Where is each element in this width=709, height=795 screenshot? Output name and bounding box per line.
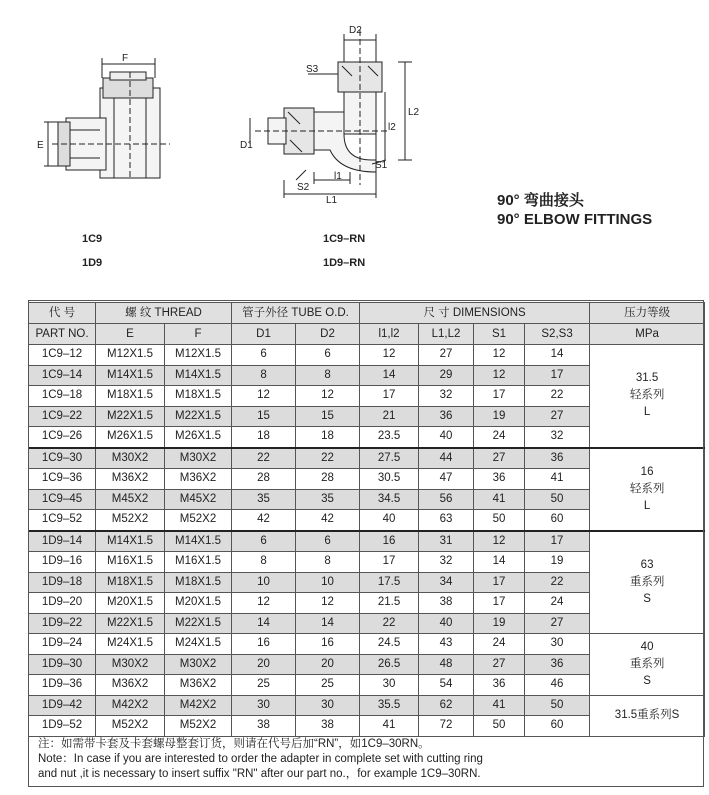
table-cell: 27.5 — [360, 448, 419, 469]
dim-F-label: F — [122, 53, 129, 64]
table-cell: M42X2 — [96, 695, 165, 716]
table-cell: 27 — [525, 406, 590, 427]
table-cell: 38 — [296, 716, 360, 737]
drawing-label-1d9-rn: 1D9–RN — [323, 257, 366, 269]
table-cell: 1C9–36 — [29, 469, 96, 490]
table-cell: M30X2 — [165, 448, 232, 469]
dim-L2-label: L2 — [408, 107, 420, 118]
pressure-group-cell — [590, 695, 705, 736]
table-cell: 17 — [360, 386, 419, 407]
table-cell: M20X1.5 — [96, 593, 165, 614]
spec-table-body — [29, 345, 705, 737]
table-cell: 41 — [360, 716, 419, 737]
table-cell: M30X2 — [165, 654, 232, 675]
table-cell: 12 — [474, 365, 525, 386]
header-s1: S1 — [474, 324, 525, 345]
title-english: 90° ELBOW FITTINGS — [497, 211, 653, 228]
header-mpa: MPa — [590, 324, 705, 345]
table-cell: M36X2 — [96, 675, 165, 696]
table-cell: 41 — [474, 489, 525, 510]
table-cell: 17 — [474, 572, 525, 593]
table-cell: 40 — [419, 427, 474, 448]
table-cell: 1C9–22 — [29, 406, 96, 427]
table-cell: M24X1.5 — [165, 634, 232, 655]
table-cell: 54 — [419, 675, 474, 696]
table-cell: 34 — [419, 572, 474, 593]
table-cell: M14X1.5 — [96, 531, 165, 552]
table-cell: 17 — [525, 365, 590, 386]
table-cell: 48 — [419, 654, 474, 675]
table-cell: 28 — [296, 469, 360, 490]
table-cell: 1D9–24 — [29, 634, 96, 655]
table-cell: 8 — [232, 365, 296, 386]
table-cell: M14X1.5 — [165, 531, 232, 552]
pressure-group-cell — [590, 531, 705, 634]
pressure-line: 40 — [640, 640, 654, 653]
header-thread: 螺 纹 THREAD — [96, 303, 232, 324]
table-cell: M12X1.5 — [165, 345, 232, 366]
table-cell: 16 — [232, 634, 296, 655]
table-cell: 36 — [474, 675, 525, 696]
pressure-line: S — [643, 674, 651, 687]
pressure-group-cell — [590, 345, 705, 448]
table-cell: M18X1.5 — [165, 572, 232, 593]
table-cell: 12 — [360, 345, 419, 366]
table-cell: 19 — [474, 406, 525, 427]
pressure-line: 31.5 — [635, 372, 659, 385]
table-cell: M26X1.5 — [96, 427, 165, 448]
elbow-drawing-left — [44, 58, 170, 180]
table-cell: M52X2 — [165, 716, 232, 737]
table-cell: 22 — [360, 613, 419, 634]
table-cell: 47 — [419, 469, 474, 490]
table-cell: 40 — [419, 613, 474, 634]
table-cell: 24.5 — [360, 634, 419, 655]
table-cell: 14 — [525, 345, 590, 366]
table-cell: 1D9–20 — [29, 593, 96, 614]
dim-E-label: E — [37, 140, 44, 151]
table-cell: M22X1.5 — [165, 613, 232, 634]
table-cell: 15 — [232, 406, 296, 427]
table-cell: 14 — [296, 613, 360, 634]
table-cell: M18X1.5 — [96, 572, 165, 593]
header-L1L2: L1,L2 — [419, 324, 474, 345]
table-cell: M26X1.5 — [165, 427, 232, 448]
table-cell: M12X1.5 — [96, 345, 165, 366]
table-cell: 25 — [232, 675, 296, 696]
table-cell: 12 — [474, 345, 525, 366]
table-cell: 41 — [525, 469, 590, 490]
dim-L1-label: L1 — [326, 195, 338, 206]
table-cell: 22 — [232, 448, 296, 469]
table-cell: 38 — [419, 593, 474, 614]
table-cell: 36 — [525, 654, 590, 675]
header-code: 代 号 — [29, 303, 96, 324]
table-row — [29, 695, 705, 716]
table-cell: 10 — [296, 572, 360, 593]
table-cell: 6 — [232, 531, 296, 552]
table-cell: 17 — [525, 531, 590, 552]
table-cell: 35 — [232, 489, 296, 510]
table-cell: 63 — [419, 510, 474, 531]
table-cell: 20 — [232, 654, 296, 675]
table-cell: 16 — [360, 531, 419, 552]
pressure-line: 31.5重系列S — [614, 709, 680, 721]
table-cell: M14X1.5 — [165, 365, 232, 386]
table-cell: M52X2 — [96, 510, 165, 531]
table-cell: 1D9–18 — [29, 572, 96, 593]
table-cell: 8 — [296, 552, 360, 573]
table-cell: 27 — [474, 448, 525, 469]
table-row — [29, 634, 705, 655]
table-cell: 27 — [419, 345, 474, 366]
table-cell: 56 — [419, 489, 474, 510]
dim-l2-label: l2 — [388, 122, 396, 133]
table-cell: 6 — [296, 531, 360, 552]
table-cell: 72 — [419, 716, 474, 737]
table-cell: 30.5 — [360, 469, 419, 490]
table-cell: 36 — [419, 406, 474, 427]
pressure-group-cell — [590, 634, 705, 696]
table-cell: M30X2 — [96, 654, 165, 675]
table-cell: 60 — [525, 716, 590, 737]
table-cell: 1C9–52 — [29, 510, 96, 531]
note-chinese: 注：如需带卡套及卡套螺母整套订货，则请在代号后加“RN”，如1C9–30RN。 — [38, 738, 430, 750]
table-cell: M18X1.5 — [96, 386, 165, 407]
table-cell: 17 — [474, 593, 525, 614]
table-cell: 50 — [525, 695, 590, 716]
pressure-line: 16 — [640, 465, 654, 478]
table-cell: M45X2 — [165, 489, 232, 510]
table-cell: M22X1.5 — [96, 406, 165, 427]
table-cell: 20 — [296, 654, 360, 675]
header-tube: 管子外径 TUBE O.D. — [232, 303, 360, 324]
table-cell: 6 — [296, 345, 360, 366]
table-header-row-1 — [29, 303, 705, 324]
table-cell: 35.5 — [360, 695, 419, 716]
table-cell: 36 — [474, 469, 525, 490]
table-cell: 24 — [474, 427, 525, 448]
table-cell: 18 — [232, 427, 296, 448]
pressure-line: 重系列 — [629, 575, 665, 588]
order-note — [38, 737, 698, 782]
table-cell: 26.5 — [360, 654, 419, 675]
table-cell: 22 — [525, 386, 590, 407]
table-cell: 14 — [232, 613, 296, 634]
table-cell: 1C9–18 — [29, 386, 96, 407]
pressure-line: 轻系列 — [629, 482, 665, 495]
dim-S3-label: S3 — [306, 64, 319, 75]
table-cell: 23.5 — [360, 427, 419, 448]
table-cell: 44 — [419, 448, 474, 469]
drawing-label-1c9: 1C9 — [82, 233, 103, 245]
table-cell: M52X2 — [96, 716, 165, 737]
table-cell: 15 — [296, 406, 360, 427]
table-cell: 43 — [419, 634, 474, 655]
table-cell: 62 — [419, 695, 474, 716]
table-cell: M18X1.5 — [165, 386, 232, 407]
table-cell: 1D9–14 — [29, 531, 96, 552]
elbow-drawing-right — [250, 30, 412, 198]
table-cell: 14 — [360, 365, 419, 386]
table-cell: 40 — [360, 510, 419, 531]
header-part-no: PART NO. — [29, 324, 96, 345]
table-cell: 27 — [525, 613, 590, 634]
table-cell: 42 — [232, 510, 296, 531]
table-cell: 35 — [296, 489, 360, 510]
table-cell: 38 — [232, 716, 296, 737]
note-english-line-2: and nut ,it is necessary to insert suffix "RN" after our part no.，for example 1C9–30RN. — [38, 768, 481, 780]
table-cell: 30 — [525, 634, 590, 655]
table-cell: 36 — [525, 448, 590, 469]
table-cell: 1D9–36 — [29, 675, 96, 696]
table-cell: 16 — [296, 634, 360, 655]
table-cell: 25 — [296, 675, 360, 696]
table-cell: M16X1.5 — [96, 552, 165, 573]
table-cell: 32 — [525, 427, 590, 448]
table-cell: 29 — [419, 365, 474, 386]
table-cell: M22X1.5 — [165, 406, 232, 427]
table-cell: 19 — [525, 552, 590, 573]
table-cell: 30 — [296, 695, 360, 716]
table-cell: M16X1.5 — [165, 552, 232, 573]
header-d2: D2 — [296, 324, 360, 345]
dim-D1-label: D1 — [240, 140, 253, 151]
table-cell: 21.5 — [360, 593, 419, 614]
table-cell: 24 — [525, 593, 590, 614]
table-cell: 1D9–42 — [29, 695, 96, 716]
drawing-area — [0, 0, 709, 300]
table-cell: M36X2 — [96, 469, 165, 490]
table-cell: M36X2 — [165, 469, 232, 490]
table-cell: 10 — [232, 572, 296, 593]
table-cell: 30 — [360, 675, 419, 696]
table-row — [29, 448, 705, 469]
table-cell: M52X2 — [165, 510, 232, 531]
table-cell: 1D9–16 — [29, 552, 96, 573]
table-cell: 31 — [419, 531, 474, 552]
pressure-group-cell — [590, 448, 705, 531]
table-cell: 41 — [474, 695, 525, 716]
table-cell: 8 — [296, 365, 360, 386]
table-cell: 12 — [232, 593, 296, 614]
table-cell: M30X2 — [96, 448, 165, 469]
pressure-line: S — [643, 592, 651, 605]
table-cell: 17.5 — [360, 572, 419, 593]
table-cell: M22X1.5 — [96, 613, 165, 634]
spec-table — [28, 302, 705, 737]
table-header-row-2 — [29, 324, 705, 345]
table-cell: 1C9–30 — [29, 448, 96, 469]
pressure-line: 轻系列 — [629, 389, 665, 402]
table-cell: 12 — [232, 386, 296, 407]
table-cell: 21 — [360, 406, 419, 427]
table-cell: M20X1.5 — [165, 593, 232, 614]
table-cell: 17 — [360, 552, 419, 573]
table-cell: 32 — [419, 552, 474, 573]
table-cell: 24 — [474, 634, 525, 655]
table-cell: 22 — [525, 572, 590, 593]
table-cell: 12 — [296, 593, 360, 614]
table-cell: 1D9–22 — [29, 613, 96, 634]
note-english-line-1: Note：In case if you are interested to order the adapter in complete set with cutting ring — [38, 753, 483, 765]
table-cell: 19 — [474, 613, 525, 634]
table-cell: 50 — [525, 489, 590, 510]
pressure-line: 重系列 — [629, 657, 665, 670]
title-chinese: 90° 弯曲接头 — [497, 192, 584, 209]
table-cell: 50 — [474, 510, 525, 531]
header-e: E — [96, 324, 165, 345]
table-cell: 1D9–30 — [29, 654, 96, 675]
header-f: F — [165, 324, 232, 345]
table-cell: 17 — [474, 386, 525, 407]
dim-D2-label: D2 — [349, 25, 362, 36]
table-cell: 32 — [419, 386, 474, 407]
dim-S2-label: S2 — [297, 182, 310, 193]
table-cell: 1C9–45 — [29, 489, 96, 510]
elbow-drawings — [0, 0, 709, 300]
pressure-line: 63 — [640, 558, 654, 571]
pressure-line: L — [643, 406, 651, 419]
table-cell: 1C9–12 — [29, 345, 96, 366]
table-cell: 1D9–52 — [29, 716, 96, 737]
table-cell: 30 — [232, 695, 296, 716]
table-cell: 18 — [296, 427, 360, 448]
drawing-label-1d9: 1D9 — [82, 257, 103, 269]
pressure-line: L — [643, 499, 651, 512]
table-cell: M14X1.5 — [96, 365, 165, 386]
table-cell: 14 — [474, 552, 525, 573]
table-cell: 42 — [296, 510, 360, 531]
table-cell: 50 — [474, 716, 525, 737]
table-cell: 12 — [296, 386, 360, 407]
table-cell: M42X2 — [165, 695, 232, 716]
table-cell: M24X1.5 — [96, 634, 165, 655]
table-cell: 60 — [525, 510, 590, 531]
dim-S1-label: S1 — [375, 160, 388, 171]
header-pressure: 压力等级 — [590, 303, 705, 324]
table-cell: 46 — [525, 675, 590, 696]
header-dims: 尺 寸 DIMENSIONS — [360, 303, 590, 324]
table-cell: 22 — [296, 448, 360, 469]
table-cell: M36X2 — [165, 675, 232, 696]
table-cell: 6 — [232, 345, 296, 366]
table-cell: 8 — [232, 552, 296, 573]
table-row — [29, 345, 705, 366]
table-cell: 1C9–26 — [29, 427, 96, 448]
table-cell: 34.5 — [360, 489, 419, 510]
dim-l1-label: l1 — [334, 171, 342, 182]
table-cell: 1C9–14 — [29, 365, 96, 386]
table-cell: M45X2 — [96, 489, 165, 510]
table-cell: 12 — [474, 531, 525, 552]
header-s2s3: S2,S3 — [525, 324, 590, 345]
header-d1: D1 — [232, 324, 296, 345]
drawing-label-1c9-rn: 1C9–RN — [323, 233, 366, 245]
table-row — [29, 531, 705, 552]
table-cell: 27 — [474, 654, 525, 675]
header-l1l2: l1,l2 — [360, 324, 419, 345]
table-cell: 28 — [232, 469, 296, 490]
